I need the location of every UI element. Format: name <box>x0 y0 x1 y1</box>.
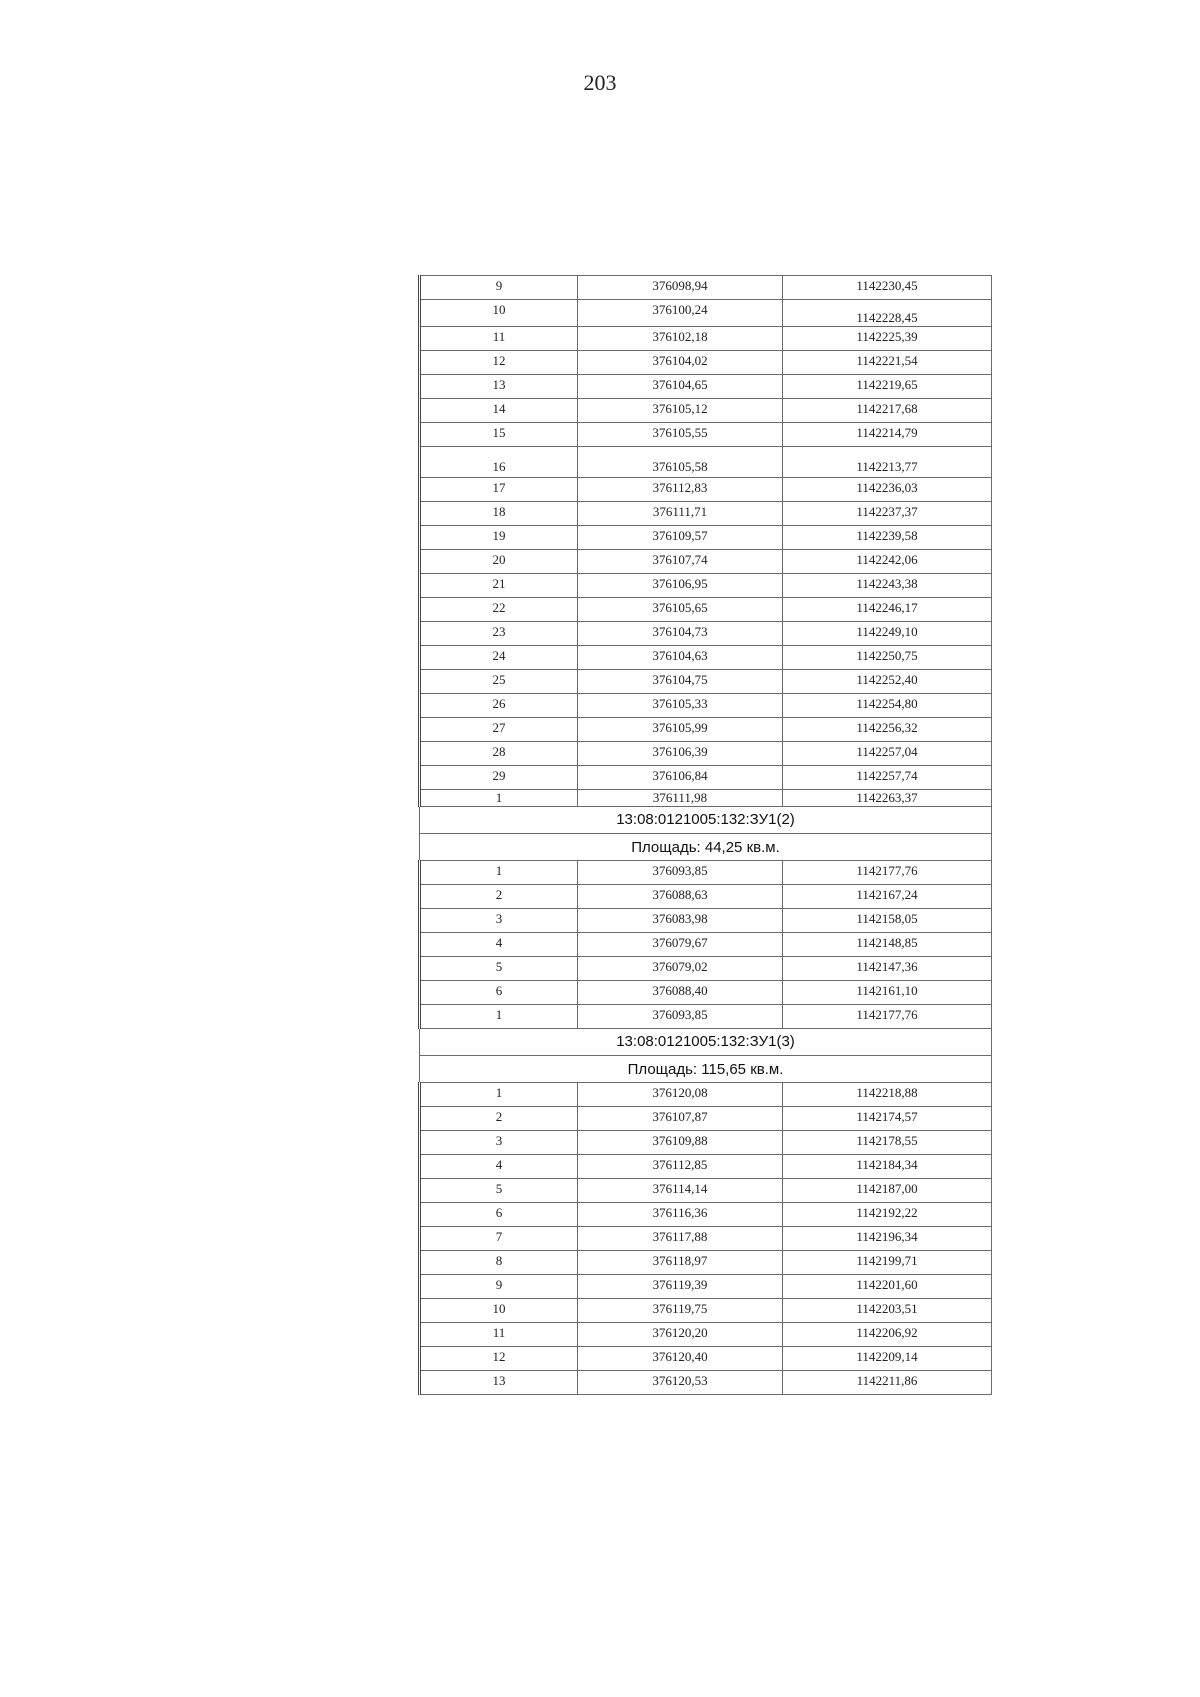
y-coordinate-cell: 1142161,10 <box>783 981 992 1005</box>
y-coordinate-cell: 1142147,36 <box>783 957 992 981</box>
x-coordinate-cell: 376112,85 <box>578 1155 783 1179</box>
y-coordinate-cell: 1142246,17 <box>783 598 992 622</box>
point-number-cell: 27 <box>420 718 578 742</box>
point-number-cell: 3 <box>420 1131 578 1155</box>
point-number-cell: 1 <box>420 790 578 807</box>
table-row <box>420 574 992 598</box>
table-row <box>420 447 992 478</box>
coordinates-table-wrapper <box>418 275 990 1395</box>
point-number-cell: 10 <box>420 300 578 327</box>
table-row <box>420 742 992 766</box>
table-row <box>420 622 992 646</box>
x-coordinate-cell: 376088,63 <box>578 885 783 909</box>
y-coordinate-cell: 1142249,10 <box>783 622 992 646</box>
table-row <box>420 957 992 981</box>
x-coordinate-cell: 376119,75 <box>578 1299 783 1323</box>
x-coordinate-cell: 376120,08 <box>578 1083 783 1107</box>
y-coordinate-cell: 1142201,60 <box>783 1275 992 1299</box>
table-row <box>420 276 992 300</box>
y-coordinate-cell: 1142178,55 <box>783 1131 992 1155</box>
x-coordinate-cell: 376116,36 <box>578 1203 783 1227</box>
table-row <box>420 1179 992 1203</box>
y-coordinate-cell: 1142203,51 <box>783 1299 992 1323</box>
table-row <box>420 1251 992 1275</box>
x-coordinate-cell: 376079,02 <box>578 957 783 981</box>
section-area: Площадь: 115,65 кв.м. <box>420 1056 992 1083</box>
x-coordinate-cell: 376105,58 <box>578 447 783 478</box>
point-number-cell: 12 <box>420 351 578 375</box>
point-number-cell: 20 <box>420 550 578 574</box>
y-coordinate-cell: 1142177,76 <box>783 861 992 885</box>
y-coordinate-cell: 1142228,45 <box>783 300 992 327</box>
section-title: 13:08:0121005:132:ЗУ1(2) <box>420 807 992 834</box>
y-coordinate-cell: 1142158,05 <box>783 909 992 933</box>
section-area-row <box>420 1056 992 1083</box>
y-coordinate-cell: 1142257,74 <box>783 766 992 790</box>
point-number-cell: 8 <box>420 1251 578 1275</box>
y-coordinate-cell: 1142263,37 <box>783 790 992 807</box>
x-coordinate-cell: 376088,40 <box>578 981 783 1005</box>
y-coordinate-cell: 1142196,34 <box>783 1227 992 1251</box>
point-number-cell: 10 <box>420 1299 578 1323</box>
point-number-cell: 28 <box>420 742 578 766</box>
table-row <box>420 1227 992 1251</box>
x-coordinate-cell: 376104,02 <box>578 351 783 375</box>
point-number-cell: 12 <box>420 1347 578 1371</box>
point-number-cell: 29 <box>420 766 578 790</box>
x-coordinate-cell: 376093,85 <box>578 1005 783 1029</box>
y-coordinate-cell: 1142211,86 <box>783 1371 992 1395</box>
y-coordinate-cell: 1142221,54 <box>783 351 992 375</box>
x-coordinate-cell: 376106,84 <box>578 766 783 790</box>
x-coordinate-cell: 376109,88 <box>578 1131 783 1155</box>
table-row <box>420 718 992 742</box>
x-coordinate-cell: 376105,55 <box>578 423 783 447</box>
x-coordinate-cell: 376105,99 <box>578 718 783 742</box>
y-coordinate-cell: 1142242,06 <box>783 550 992 574</box>
x-coordinate-cell: 376120,53 <box>578 1371 783 1395</box>
x-coordinate-cell: 376111,71 <box>578 502 783 526</box>
point-number-cell: 22 <box>420 598 578 622</box>
x-coordinate-cell: 376104,63 <box>578 646 783 670</box>
x-coordinate-cell: 376114,14 <box>578 1179 783 1203</box>
x-coordinate-cell: 376119,39 <box>578 1275 783 1299</box>
x-coordinate-cell: 376117,88 <box>578 1227 783 1251</box>
y-coordinate-cell: 1142243,38 <box>783 574 992 598</box>
point-number-cell: 11 <box>420 327 578 351</box>
point-number-cell: 21 <box>420 574 578 598</box>
point-number-cell: 5 <box>420 1179 578 1203</box>
point-number-cell: 2 <box>420 885 578 909</box>
table-row <box>420 502 992 526</box>
x-coordinate-cell: 376098,94 <box>578 276 783 300</box>
table-row <box>420 526 992 550</box>
table-row <box>420 1371 992 1395</box>
point-number-cell: 3 <box>420 909 578 933</box>
section-area-row <box>420 834 992 861</box>
y-coordinate-cell: 1142257,04 <box>783 742 992 766</box>
point-number-cell: 6 <box>420 981 578 1005</box>
point-number-cell: 2 <box>420 1107 578 1131</box>
table-row <box>420 399 992 423</box>
table-row <box>420 351 992 375</box>
page-number: 203 <box>583 70 617 95</box>
point-number-cell: 1 <box>420 1083 578 1107</box>
x-coordinate-cell: 376105,65 <box>578 598 783 622</box>
table-row <box>420 790 992 807</box>
x-coordinate-cell: 376107,87 <box>578 1107 783 1131</box>
x-coordinate-cell: 376093,85 <box>578 861 783 885</box>
y-coordinate-cell: 1142236,03 <box>783 478 992 502</box>
table-row <box>420 375 992 399</box>
table-row <box>420 1203 992 1227</box>
table-row <box>420 1275 992 1299</box>
table-row <box>420 327 992 351</box>
y-coordinate-cell: 1142213,77 <box>783 447 992 478</box>
y-coordinate-cell: 1142254,80 <box>783 694 992 718</box>
point-number-cell: 7 <box>420 1227 578 1251</box>
point-number-cell: 4 <box>420 933 578 957</box>
y-coordinate-cell: 1142174,57 <box>783 1107 992 1131</box>
x-coordinate-cell: 376102,18 <box>578 327 783 351</box>
y-coordinate-cell: 1142167,24 <box>783 885 992 909</box>
x-coordinate-cell: 376100,24 <box>578 300 783 327</box>
x-coordinate-cell: 376083,98 <box>578 909 783 933</box>
x-coordinate-cell: 376112,83 <box>578 478 783 502</box>
point-number-cell: 1 <box>420 861 578 885</box>
table-row <box>420 885 992 909</box>
table-row <box>420 1347 992 1371</box>
x-coordinate-cell: 376106,39 <box>578 742 783 766</box>
table-row <box>420 1299 992 1323</box>
point-number-cell: 18 <box>420 502 578 526</box>
x-coordinate-cell: 376109,57 <box>578 526 783 550</box>
x-coordinate-cell: 376105,12 <box>578 399 783 423</box>
point-number-cell: 25 <box>420 670 578 694</box>
y-coordinate-cell: 1142250,75 <box>783 646 992 670</box>
point-number-cell: 13 <box>420 1371 578 1395</box>
table-row <box>420 1107 992 1131</box>
x-coordinate-cell: 376107,74 <box>578 550 783 574</box>
y-coordinate-cell: 1142177,76 <box>783 1005 992 1029</box>
y-coordinate-cell: 1142214,79 <box>783 423 992 447</box>
coordinates-table <box>418 275 992 1395</box>
section-title-row <box>420 1029 992 1056</box>
table-row <box>420 1323 992 1347</box>
table-row <box>420 1155 992 1179</box>
table-row <box>420 598 992 622</box>
x-coordinate-cell: 376104,73 <box>578 622 783 646</box>
table-row <box>420 550 992 574</box>
table-row <box>420 933 992 957</box>
point-number-cell: 15 <box>420 423 578 447</box>
table-row <box>420 981 992 1005</box>
x-coordinate-cell: 376111,98 <box>578 790 783 807</box>
point-number-cell: 13 <box>420 375 578 399</box>
y-coordinate-cell: 1142256,32 <box>783 718 992 742</box>
y-coordinate-cell: 1142219,65 <box>783 375 992 399</box>
section-title: 13:08:0121005:132:ЗУ1(3) <box>420 1029 992 1056</box>
point-number-cell: 6 <box>420 1203 578 1227</box>
y-coordinate-cell: 1142239,58 <box>783 526 992 550</box>
point-number-cell: 9 <box>420 1275 578 1299</box>
table-row <box>420 670 992 694</box>
point-number-cell: 1 <box>420 1005 578 1029</box>
x-coordinate-cell: 376106,95 <box>578 574 783 598</box>
table-row <box>420 766 992 790</box>
x-coordinate-cell: 376118,97 <box>578 1251 783 1275</box>
x-coordinate-cell: 376104,75 <box>578 670 783 694</box>
y-coordinate-cell: 1142209,14 <box>783 1347 992 1371</box>
table-row <box>420 300 992 327</box>
coordinates-table-body <box>420 276 992 1395</box>
table-row <box>420 694 992 718</box>
y-coordinate-cell: 1142230,45 <box>783 276 992 300</box>
point-number-cell: 4 <box>420 1155 578 1179</box>
section-area: Площадь: 44,25 кв.м. <box>420 834 992 861</box>
table-row <box>420 1083 992 1107</box>
section-title-row <box>420 807 992 834</box>
table-row <box>420 646 992 670</box>
y-coordinate-cell: 1142199,71 <box>783 1251 992 1275</box>
x-coordinate-cell: 376104,65 <box>578 375 783 399</box>
point-number-cell: 9 <box>420 276 578 300</box>
y-coordinate-cell: 1142237,37 <box>783 502 992 526</box>
table-row <box>420 861 992 885</box>
y-coordinate-cell: 1142192,22 <box>783 1203 992 1227</box>
point-number-cell: 16 <box>420 447 578 478</box>
point-number-cell: 14 <box>420 399 578 423</box>
y-coordinate-cell: 1142225,39 <box>783 327 992 351</box>
x-coordinate-cell: 376079,67 <box>578 933 783 957</box>
point-number-cell: 26 <box>420 694 578 718</box>
table-row <box>420 909 992 933</box>
y-coordinate-cell: 1142252,40 <box>783 670 992 694</box>
point-number-cell: 17 <box>420 478 578 502</box>
y-coordinate-cell: 1142217,68 <box>783 399 992 423</box>
point-number-cell: 11 <box>420 1323 578 1347</box>
y-coordinate-cell: 1142148,85 <box>783 933 992 957</box>
table-row <box>420 1005 992 1029</box>
table-row <box>420 1131 992 1155</box>
table-row <box>420 423 992 447</box>
y-coordinate-cell: 1142184,34 <box>783 1155 992 1179</box>
point-number-cell: 19 <box>420 526 578 550</box>
table-row <box>420 478 992 502</box>
y-coordinate-cell: 1142206,92 <box>783 1323 992 1347</box>
y-coordinate-cell: 1142218,88 <box>783 1083 992 1107</box>
x-coordinate-cell: 376120,40 <box>578 1347 783 1371</box>
point-number-cell: 24 <box>420 646 578 670</box>
x-coordinate-cell: 376120,20 <box>578 1323 783 1347</box>
point-number-cell: 5 <box>420 957 578 981</box>
y-coordinate-cell: 1142187,00 <box>783 1179 992 1203</box>
x-coordinate-cell: 376105,33 <box>578 694 783 718</box>
point-number-cell: 23 <box>420 622 578 646</box>
